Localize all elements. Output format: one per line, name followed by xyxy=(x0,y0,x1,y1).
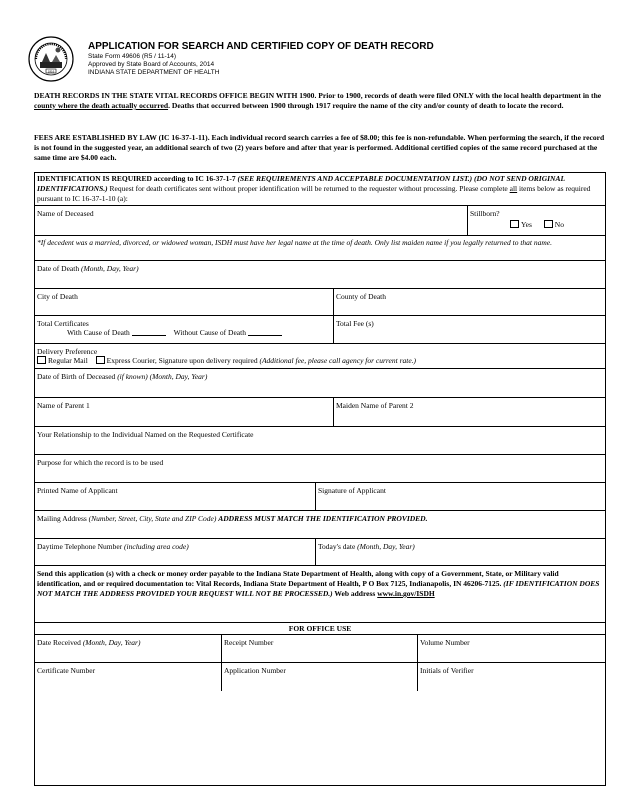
agency-name: INDIANA STATE DEPARTMENT OF HEALTH xyxy=(88,69,220,76)
regular-mail-checkbox[interactable] xyxy=(37,356,46,364)
application-form xyxy=(34,172,606,786)
without-cause-count-input[interactable] xyxy=(248,335,282,336)
city-of-death-field[interactable]: City of Death xyxy=(37,292,78,301)
form-number: State Form 49606 (R5 / 11-14) xyxy=(88,53,177,60)
identification-notice: IDENTIFICATION IS REQUIRED according to IC 16-37-1-7 (SEE REQUIREMENTS AND ACCEPTABLE DOCUMENTATION LIST.) (DO NOT SEND ORIGINAL IDENTIFICATIONS.) Request for death certificates sent without proper identification will be returned to the requester without processing. Please complete all items below as required pursuant to IC 16-37-1-10 (a): xyxy=(35,173,605,206)
total-fee-field[interactable]: Total Fee (s) xyxy=(333,316,605,343)
date-received-field[interactable]: Date Received (Month, Day, Year) xyxy=(37,638,141,647)
applicant-row xyxy=(35,483,605,511)
with-cause-count-input[interactable] xyxy=(132,335,166,336)
parents-row xyxy=(35,398,605,427)
verifier-initials-field[interactable]: Initials of Verifier xyxy=(417,663,605,691)
date-of-death-field[interactable]: Date of Death (Month, Day, Year) xyxy=(35,261,605,289)
delivery-preference-row: Delivery Preference Regular Mail Express Courier, Signature upon delivery required (Additional fee, please call agency for current rate.) xyxy=(35,344,605,369)
date-of-birth-field[interactable]: Date of Birth of Deceased (if known) (Month, Day, Year) xyxy=(35,369,605,398)
daytime-phone-field[interactable]: Daytime Telephone Number (including area code) xyxy=(37,542,189,551)
volume-number-field[interactable]: Volume Number xyxy=(417,635,605,662)
parent-2-maiden-name-field[interactable]: Maiden Name of Parent 2 xyxy=(333,398,605,426)
deceased-name-row xyxy=(35,206,605,236)
form-header xyxy=(88,41,608,77)
county-of-death-field[interactable]: County of Death xyxy=(333,289,605,315)
place-of-death-row xyxy=(35,289,605,316)
approval-line: Approved by State Board of Accounts, 2014 xyxy=(88,61,215,68)
office-use-row-1 xyxy=(35,635,605,663)
name-of-deceased-field[interactable]: Name of Deceased xyxy=(37,209,94,218)
stillborn-field: Stillborn? Yes No xyxy=(467,206,605,235)
mailing-instructions: Send this application (s) with a check or money order payable to the Indiana State Department of Health, along with copy of a Government, State, or Military valid identification, and or required documentation to: Vital Records, Indiana State Department of Health, P O Box 7125, Indianapolis, IN 46206-7125. (IF IDENTIFICATION DOES NOT MATCH THE ADDRESS PROVIDED YOUR REQUEST WILL NOT BE PROCESSED.) Web address www.in.gov/ISDH xyxy=(35,566,605,623)
office-use-header: FOR OFFICE USE xyxy=(35,623,605,635)
web-address-link[interactable]: www.in.gov/ISDH xyxy=(377,589,435,598)
decedent-note-row: *If decedent was a married, divorced, or widowed woman, ISDH must have her legal name at the time of death. Only list maiden name if you legally returned to that name. xyxy=(35,236,605,261)
office-use-row-2 xyxy=(35,663,605,691)
stillborn-yes-checkbox[interactable] xyxy=(510,220,519,228)
signature-field[interactable]: Signature of Applicant xyxy=(315,483,605,510)
todays-date-field[interactable]: Today's date (Month, Day, Year) xyxy=(315,539,605,565)
contact-row xyxy=(35,539,605,566)
certificates-row xyxy=(35,316,605,344)
fees-notice: FEES ARE ESTABLISHED BY LAW (IC 16-37-1-11). Each individual record search carries a fee of $8.00; this fee is non-refundable. When performing the search, if the record is not found in the suggested year, an additional search of two (2) years before and after that year is performed. Additional certified copies of the same record purchased at the same time are $4.00 each. xyxy=(34,133,605,162)
application-number-field[interactable]: Application Number xyxy=(221,663,417,691)
certificate-number-field[interactable]: Certificate Number xyxy=(37,666,96,675)
relationship-field[interactable]: Your Relationship to the Individual Named on the Requested Certificate xyxy=(35,427,605,455)
form-title: APPLICATION FOR SEARCH AND CERTIFIED COPY OF DEATH RECORD xyxy=(88,41,434,52)
stillborn-no-checkbox[interactable] xyxy=(544,220,553,228)
receipt-number-field[interactable]: Receipt Number xyxy=(221,635,417,662)
total-certificates-field: Total Certificates With Cause of Death Without Cause of Death xyxy=(35,316,333,343)
express-courier-checkbox[interactable] xyxy=(96,356,105,364)
parent-1-name-field[interactable]: Name of Parent 1 xyxy=(37,401,90,410)
indiana-state-seal-icon xyxy=(28,36,74,82)
mailing-address-field[interactable]: Mailing Address (Number, Street, City, State and ZIP Code) ADDRESS MUST MATCH THE IDENTIFICATION PROVIDED. xyxy=(35,511,605,539)
purpose-field[interactable]: Purpose for which the record is to be used xyxy=(35,455,605,483)
printed-name-field[interactable]: Printed Name of Applicant xyxy=(37,486,118,495)
svg-text:1816: 1816 xyxy=(47,69,55,74)
records-notice: DEATH RECORDS IN THE STATE VITAL RECORDS OFFICE BEGIN WITH 1900. Prior to 1900, records of death were filed ONLY with the local health department in the county where the death actually occurred. Deaths that occurred between 1900 through 1917 require the name of the city and/or county of death to locate the record. xyxy=(34,91,602,110)
